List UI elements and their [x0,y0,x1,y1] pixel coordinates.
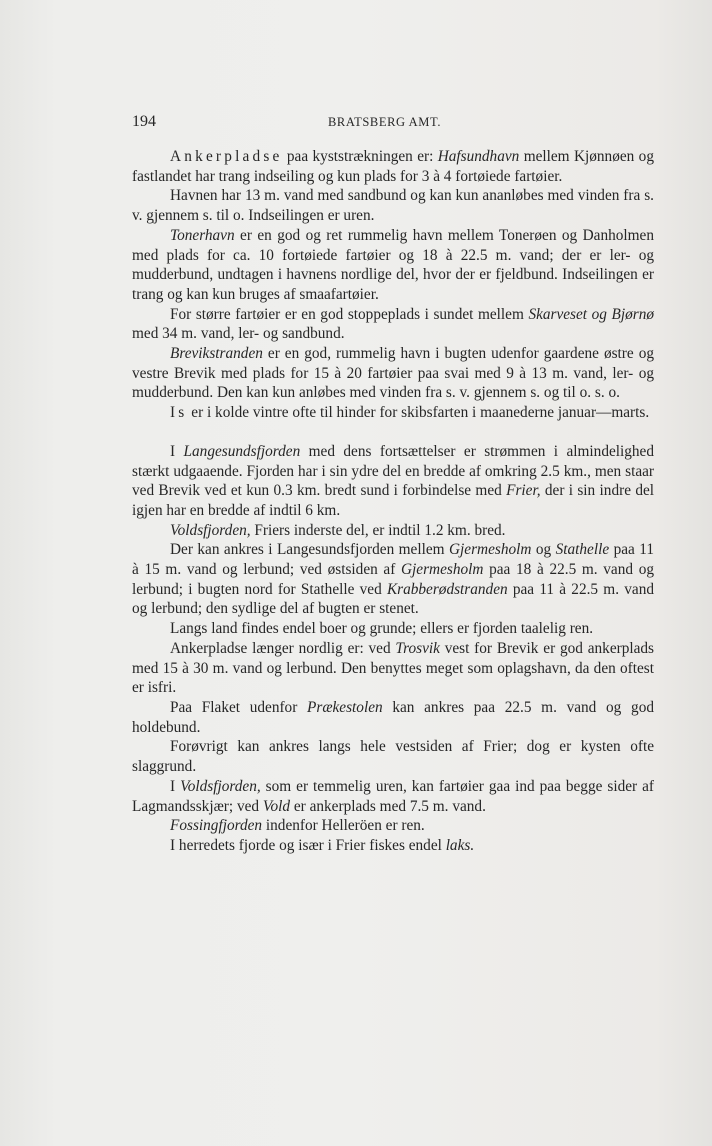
place-name: Stathelle [555,541,610,559]
place-name: Gjermesholm [448,541,532,559]
place-name: Gjermesholm [401,561,484,579]
paragraph: Paa Flaket udenfor Prækestolen kan ankres paa 22.5 m. vand og god holdebund. [132,698,654,736]
place-name: Voldsfjorden, [180,777,261,795]
place-name: Langesundsfjorden [183,442,301,460]
paragraph: I Voldsfjorden, som er temmelig uren, kan fartøier gaa ind paa begge sider af Lagmandsskjær; ved Vold er ankerplads med 7.5 m. vand. [132,777,654,815]
body-text [132,147,654,856]
paragraph: I herredets fjorde og især i Frier fiskes endel laks. [170,836,475,854]
paragraph: Fossingfjorden indenfor Helleröen er ren. [170,817,425,835]
paragraph: Ankerpladse længer nordlig er: ved Trosvik vest for Brevik er god ankerplads med 15 à 30 m. vand og lerbund. Den benyttes meget som oplagshavn, da den oftest er isfri. [132,639,654,697]
place-name: Fossingfjorden [170,817,263,835]
place-name: Frier, [506,482,541,500]
paragraph: Is er i kolde vintre ofte til hinder for skibsfarten i maanederne januar—marts. [170,404,650,422]
place-name: Vold [262,797,291,815]
paragraph: For større fartøier er en god stoppeplads i sundet mellem Skarveset og Bjørnø med 34 m. vand, ler- og sandbund. [132,305,654,343]
paragraph: Tonerhavn er en god og ret rummelig havn mellem Tonerøen og Danholmen med plads for ca. 10 fortøiede fartøier og 18 à 22.5 m. vand; der er ler- og mudderbund, undtagen i havnens nordlige del, hvor der er fjeldbund. Indseilingen er trang og kan kun bruges af smaafartøier. [132,226,654,303]
paragraph: I Langesundsfjorden med dens fortsættelser er strømmen i almindelighed stærkt udgaaende. Fjorden har i sin ydre del en bredde af omkring 2.5 km., men staar ved Brevik ved et kun 0.3 km. bredt sund i forbindelse med Frier, der i sin indre del igjen har en bredde af indtil 6 km. [132,442,655,519]
page-header [132,113,654,135]
place-name: Brevikstranden [170,345,263,363]
paragraph: Voldsfjorden, Friers inderste del, er indtil 1.2 km. bred. [170,521,506,539]
place-name: Tonerhavn [170,226,235,244]
running-head: BRATSBERG AMT. [328,115,442,129]
paragraph: Forøvrigt kan ankres langs hele vestsiden af Frier; dog er kysten ofte slaggrund. [132,738,654,776]
paragraph: Havnen har 13 m. vand med sandbund og kan kun ananløbes med vinden fra s. v. gjennem s. til o. Indseilingen er uren. [132,187,654,225]
paragraph: Der kan ankres i Langesundsfjorden mellem Gjermesholm og Stathelle paa 11 à 15 m. vand og lerbund; ved østsiden af Gjermesholm paa 18 à 22.5 m. vand og lerbund; i bugten nord for Stathelle ved Krabberødstranden paa 11 à 22.5 m. vand og lerbund; den sydlige del af bugten er stenet. [132,541,654,618]
place-name: Skarveset og Bjørnø [528,305,654,323]
spaced-term: Is [170,404,188,422]
place-name: Voldsfjorden, [170,521,251,539]
paragraph: Brevikstranden er en god, rummelig havn i bugten udenfor gaardene østre og vestre Brevik med plads for 15 à 20 fartøier paa svai med 9 à 13 m. vand, ler- og mudderbund. Den kan kun anløbes med vinden fra s. v. gjennem s. og til o. s. o. [132,345,654,402]
italic-term: laks. [445,836,475,854]
spaced-term: Ankerpladse [170,148,283,165]
place-name: Krabberødstranden [386,580,508,598]
paragraph: Langs land findes endel boer og grunde; ellers er fjorden taalelig ren. [170,620,594,638]
place-name: Prækestolen [307,698,383,716]
page-number: 194 [132,113,156,130]
place-name: Trosvik [395,639,440,657]
paragraph: Ankerpladse paa kyststrækningen er: Hafsundhavn mellem Kjønnøen og fastlandet har trang indseiling og kun plads for 3 à 4 fortøiede fartøier. [132,148,654,185]
place-name: Hafsundhavn [437,148,520,165]
